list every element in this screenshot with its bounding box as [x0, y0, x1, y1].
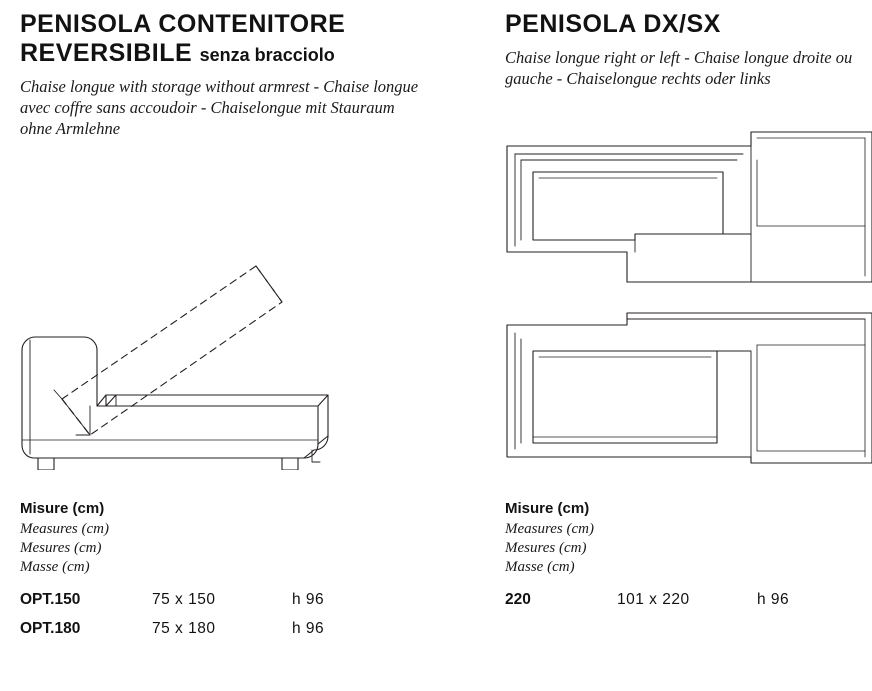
right-measures-heading: Misure (cm)	[505, 500, 590, 517]
right-measures-de: Masse (cm)	[505, 559, 575, 575]
row-dimensions: 75 x 180	[152, 620, 216, 637]
left-title-block	[20, 10, 440, 139]
right-measures-block	[505, 500, 872, 620]
table-row	[20, 620, 440, 649]
left-measures-de: Masse (cm)	[20, 559, 90, 575]
row-height: h 96	[292, 591, 325, 608]
left-measures-block	[20, 500, 440, 649]
left-page-title	[20, 10, 440, 70]
right-subtitle-line2: gauche - Chaiselongue rechts oder links	[505, 69, 771, 88]
right-measures-en: Measures (cm)	[505, 521, 594, 537]
row-dimensions: 101 x 220	[617, 591, 690, 608]
right-top-product-drawing	[505, 130, 872, 290]
right-measures-rows	[505, 591, 872, 620]
right-page-title: PENISOLA DX/SX	[505, 10, 721, 38]
right-subtitle	[505, 47, 872, 89]
left-product-drawing	[20, 230, 350, 470]
left-subtitle: Chaise longue with storage without armrest - Chaise longue avec coffre sans accoudoir - Chaiselongue mit Stauraum ohne Armlehne	[20, 77, 419, 138]
left-measures-heading: Misure (cm)	[20, 500, 105, 517]
left-measures-rows	[20, 591, 440, 649]
right-subtitle-line1: Chaise longue right or left - Chaise longue droite ou	[505, 48, 853, 67]
left-measures-fr: Mesures (cm)	[20, 540, 102, 556]
left-column	[20, 0, 480, 691]
row-code: 220	[505, 591, 531, 608]
table-row	[505, 591, 872, 620]
right-bottom-product-drawing	[505, 305, 872, 465]
left-measures-en: Measures (cm)	[20, 521, 109, 537]
row-code: OPT.150	[20, 591, 81, 608]
table-row	[20, 591, 440, 620]
left-title-line1: PENISOLA CONTENITORE	[20, 10, 346, 38]
right-title-block	[505, 10, 872, 89]
row-height: h 96	[757, 591, 790, 608]
row-dimensions: 75 x 150	[152, 591, 216, 608]
right-measures-fr: Mesures (cm)	[505, 540, 587, 556]
left-title-line2: REVERSIBILE	[20, 39, 193, 67]
row-code: OPT.180	[20, 620, 81, 637]
left-title-suffix: senza bracciolo	[199, 45, 335, 65]
row-height: h 96	[292, 620, 325, 637]
right-column	[505, 0, 872, 691]
